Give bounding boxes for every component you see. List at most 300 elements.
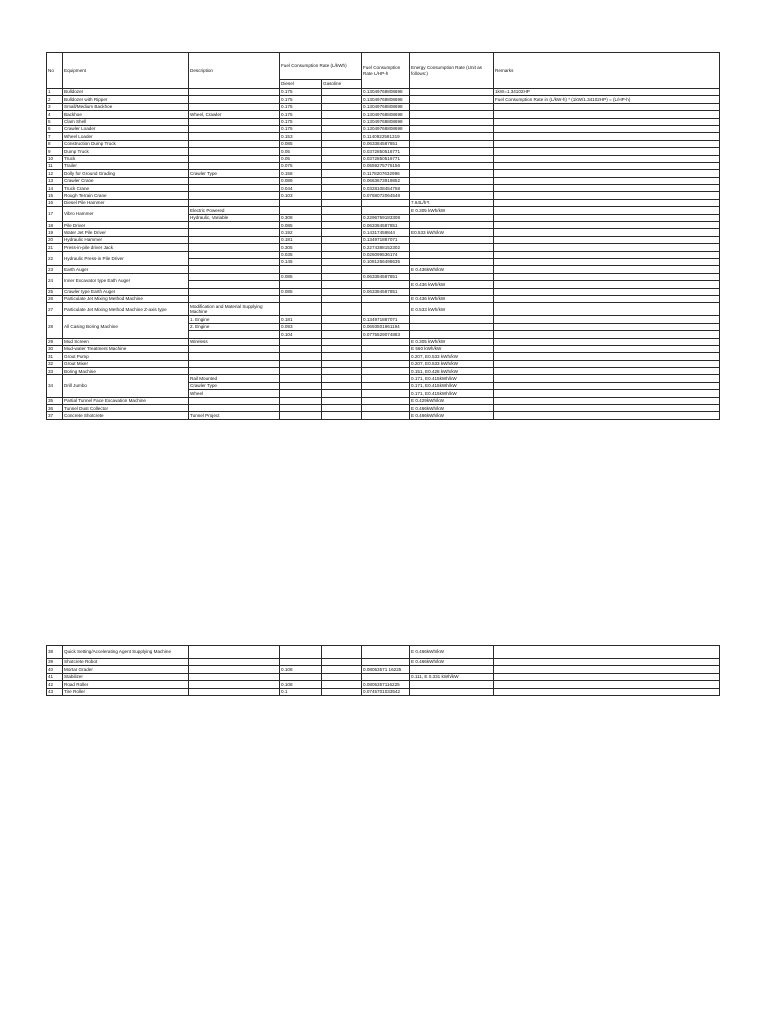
cell-gasoline <box>322 251 362 258</box>
cell-energy <box>410 222 494 229</box>
cell-energy <box>410 125 494 132</box>
cell-gasoline <box>322 133 362 140</box>
cell-description <box>189 673 280 680</box>
cell-description <box>189 688 280 695</box>
cell-no: 5 <box>47 118 63 125</box>
cell-gasoline <box>322 214 362 221</box>
cell-fuel-rate-hp: 0.0663673919852 <box>362 177 410 184</box>
cell-equipment: Water Jet Pile Driver <box>63 229 189 236</box>
cell-fuel-rate-hp <box>362 659 410 666</box>
table-row <box>47 185 720 192</box>
cell-remarks <box>494 177 720 184</box>
cell-diesel: 0.145 <box>280 258 322 265</box>
cell-no: 41 <box>47 673 63 680</box>
cell-remarks <box>494 222 720 229</box>
cell-diesel: 0.075 <box>280 162 322 169</box>
cell-diesel <box>280 390 322 397</box>
cell-description <box>189 353 280 360</box>
cell-no: 28 <box>47 316 63 338</box>
cell-remarks <box>494 666 720 673</box>
cell-description: 1. Engine <box>189 316 280 323</box>
cell-gasoline <box>322 266 362 273</box>
cell-diesel: 0.153 <box>280 133 322 140</box>
cell-remarks <box>494 338 720 345</box>
cell-fuel-rate-hp <box>362 266 410 273</box>
cell-remarks <box>494 688 720 695</box>
cell-fuel-rate-hp: 0.063384587851 <box>362 288 410 295</box>
cell-description <box>189 133 280 140</box>
cell-remarks <box>494 162 720 169</box>
table-row <box>47 199 720 206</box>
table-row <box>47 316 720 323</box>
cell-no: 9 <box>47 148 63 155</box>
cell-equipment: Partial Tunnel Face Excavation Machine <box>63 397 189 404</box>
cell-diesel <box>280 368 322 375</box>
cell-gasoline <box>322 368 362 375</box>
cell-equipment: Vibro Hammer <box>63 207 189 222</box>
table-row <box>47 659 720 666</box>
cell-description <box>189 125 280 132</box>
cell-description <box>189 258 280 265</box>
cell-remarks <box>494 133 720 140</box>
cell-energy <box>410 133 494 140</box>
cell-energy <box>410 192 494 199</box>
cell-no: 2 <box>47 96 63 103</box>
cell-diesel: 0.305 <box>280 244 322 251</box>
cell-no: 24 <box>47 273 63 288</box>
cell-diesel: 0.093 <box>280 323 322 330</box>
cell-diesel: 0.108 <box>280 666 322 673</box>
cell-remarks <box>494 303 720 316</box>
cell-equipment: Shotcrete Robot <box>63 659 189 666</box>
cell-description: Crawler Type <box>189 170 280 177</box>
cell-energy: E 0.436kWh/kW <box>410 266 494 273</box>
cell-diesel <box>280 673 322 680</box>
cell-fuel-rate-hp: 0.0372850516771 <box>362 148 410 155</box>
cell-no: 6 <box>47 125 63 132</box>
cell-diesel: 0.085 <box>280 273 322 280</box>
cell-description: Wheel, Crawler <box>189 111 280 118</box>
cell-description <box>189 273 280 280</box>
cell-remarks <box>494 103 720 110</box>
cell-fuel-rate-hp: 0.063384587851 <box>362 140 410 147</box>
cell-equipment: Truck Crane <box>63 185 189 192</box>
cell-gasoline <box>322 323 362 330</box>
cell-energy: 0.151, E0.428 kWh/kW <box>410 368 494 375</box>
table-row <box>47 353 720 360</box>
table-row <box>47 303 720 316</box>
cell-no: 27 <box>47 303 63 316</box>
cell-fuel-rate-hp: 0.134971887071 <box>362 236 410 243</box>
cell-remarks <box>494 251 720 258</box>
cell-remarks <box>494 170 720 177</box>
cell-description <box>189 199 280 206</box>
cell-description: 2. Engine <box>189 323 280 330</box>
cell-fuel-rate-hp <box>362 673 410 680</box>
cell-description <box>189 368 280 375</box>
fuel-consumption-table-continued <box>46 645 720 696</box>
cell-energy: E 560 kWh/kW <box>410 345 494 352</box>
cell-no: 12 <box>47 170 63 177</box>
cell-diesel: 0.104 <box>280 331 322 338</box>
cell-gasoline <box>322 360 362 367</box>
cell-energy: E 0.305 kWh/kW <box>410 338 494 345</box>
cell-description: Tunnel Project <box>189 412 280 419</box>
cell-description <box>189 155 280 162</box>
cell-fuel-rate-hp <box>362 303 410 316</box>
table-row <box>47 177 720 184</box>
cell-fuel-rate-hp <box>362 281 410 288</box>
cell-equipment: All Casing Boring Machine <box>63 316 189 338</box>
cell-energy: 0.207, E0.533 kWh/kW <box>410 353 494 360</box>
cell-fuel-rate-hp: 0.0768072064548 <box>362 192 410 199</box>
cell-diesel <box>280 405 322 412</box>
table-row <box>47 89 720 96</box>
cell-no: 19 <box>47 229 63 236</box>
cell-equipment: Diesel Pile Hammer <box>63 199 189 206</box>
cell-equipment: Grout Pump <box>63 353 189 360</box>
table-row <box>47 666 720 673</box>
cell-diesel <box>280 303 322 316</box>
cell-remarks <box>494 281 720 288</box>
cell-fuel-rate-hp: 0.0559275775156 <box>362 162 410 169</box>
cell-fuel-rate-hp: 0.0372850516771 <box>362 155 410 162</box>
cell-energy <box>410 170 494 177</box>
cell-equipment: Backhoe <box>63 111 189 118</box>
cell-equipment: Road Roller <box>63 681 189 688</box>
cell-no: 3 <box>47 103 63 110</box>
cell-energy <box>410 155 494 162</box>
table-row <box>47 295 720 302</box>
cell-remarks <box>494 673 720 680</box>
cell-equipment: Particulate Jet Mixing Method Machine Z-axis type <box>63 303 189 316</box>
cell-equipment: Drill Jumbo <box>63 375 189 397</box>
cell-fuel-rate-hp: 0.026099536174 <box>362 251 410 258</box>
cell-gasoline <box>322 375 362 382</box>
cell-gasoline <box>322 244 362 251</box>
cell-diesel: 0.175 <box>280 96 322 103</box>
cell-no: 1 <box>47 89 63 96</box>
cell-diesel <box>280 375 322 382</box>
cell-energy: E 0.436 kWh/kW <box>410 295 494 302</box>
cell-energy <box>410 185 494 192</box>
cell-diesel <box>280 338 322 345</box>
cell-gasoline <box>322 103 362 110</box>
cell-gasoline <box>322 155 362 162</box>
cell-equipment: Earth Auger <box>63 266 189 273</box>
cell-diesel <box>280 382 322 389</box>
cell-gasoline <box>322 338 362 345</box>
cell-no: 4 <box>47 111 63 118</box>
cell-description: Rail Mounted <box>189 375 280 382</box>
cell-description <box>189 360 280 367</box>
cell-energy: E 0.466kWh/kW <box>410 646 494 659</box>
cell-diesel: 0.085 <box>280 288 322 295</box>
cell-remarks <box>494 659 720 666</box>
cell-gasoline <box>322 177 362 184</box>
cell-diesel: 0.05 <box>280 155 322 162</box>
table-row <box>47 207 720 214</box>
table-row <box>47 405 720 412</box>
cell-remarks <box>494 397 720 404</box>
cell-no: 10 <box>47 155 63 162</box>
cell-diesel: 0.175 <box>280 125 322 132</box>
cell-no: 30 <box>47 345 63 352</box>
cell-fuel-rate-hp <box>362 360 410 367</box>
cell-gasoline <box>322 295 362 302</box>
cell-energy <box>410 177 494 184</box>
cell-remarks <box>494 368 720 375</box>
cell-no: 38 <box>47 646 63 659</box>
cell-diesel <box>280 281 322 288</box>
table-row <box>47 236 720 243</box>
cell-gasoline <box>322 353 362 360</box>
cell-energy <box>410 331 494 338</box>
cell-description: Modification and Material Supplying Machine <box>189 303 280 316</box>
header-equipment: Equipment <box>63 53 189 89</box>
cell-remarks <box>494 199 720 206</box>
cell-gasoline <box>322 148 362 155</box>
table-row <box>47 192 720 199</box>
cell-equipment: Mortar Grader <box>63 666 189 673</box>
cell-no: 22 <box>47 251 63 266</box>
cell-remarks <box>494 646 720 659</box>
cell-gasoline <box>322 96 362 103</box>
cell-equipment: Hydraulic Press-in Pile Driver <box>63 251 189 266</box>
cell-gasoline <box>322 125 362 132</box>
cell-description <box>189 185 280 192</box>
cell-gasoline <box>322 331 362 338</box>
cell-description <box>189 266 280 273</box>
cell-equipment: Hydraulic Hammer <box>63 236 189 243</box>
cell-energy: E 0.305 kWh/kW <box>410 207 494 214</box>
cell-energy <box>410 148 494 155</box>
cell-gasoline <box>322 412 362 419</box>
cell-no: 8 <box>47 140 63 147</box>
cell-diesel: 0.085 <box>280 140 322 147</box>
cell-remarks <box>494 323 720 330</box>
cell-remarks <box>494 155 720 162</box>
table-row <box>47 412 720 419</box>
cell-fuel-rate-hp: 0.0693501961194 <box>362 323 410 330</box>
cell-description <box>189 659 280 666</box>
cell-remarks <box>494 375 720 382</box>
cell-no: 13 <box>47 177 63 184</box>
cell-remarks <box>494 244 720 251</box>
cell-gasoline <box>322 258 362 265</box>
cell-fuel-rate-hp: 0.0805357116225 <box>362 681 410 688</box>
cell-fuel-rate-hp: 0.13049768808698 <box>362 103 410 110</box>
cell-fuel-rate-hp <box>362 390 410 397</box>
table-row <box>47 103 720 110</box>
cell-gasoline <box>322 236 362 243</box>
cell-no: 16 <box>47 199 63 206</box>
cell-diesel <box>280 353 322 360</box>
cell-equipment: Small/Medium Backhoe <box>63 103 189 110</box>
cell-diesel: 0.175 <box>280 89 322 96</box>
cell-equipment: Trailer <box>63 162 189 169</box>
cell-gasoline <box>322 303 362 316</box>
cell-equipment: Truck <box>63 155 189 162</box>
table-row <box>47 397 720 404</box>
cell-diesel: 0.044 <box>280 185 322 192</box>
cell-fuel-rate-hp: 0.134971887071 <box>362 316 410 323</box>
cell-description <box>189 177 280 184</box>
cell-no: 36 <box>47 405 63 412</box>
table-row <box>47 251 720 258</box>
table-row <box>47 111 720 118</box>
cell-energy: E 0.533 kWh/kW <box>410 303 494 316</box>
cell-remarks <box>494 353 720 360</box>
cell-description <box>189 666 280 673</box>
table-row <box>47 162 720 169</box>
cell-fuel-rate-hp: 0.063384587851 <box>362 222 410 229</box>
cell-remarks <box>494 185 720 192</box>
cell-diesel <box>280 199 322 206</box>
table-row <box>47 673 720 680</box>
cell-fuel-rate-hp <box>362 353 410 360</box>
cell-no: 34 <box>47 375 63 397</box>
cell-equipment: Dump Truck <box>63 148 189 155</box>
cell-fuel-rate-hp: 0.2296759183308 <box>362 214 410 221</box>
cell-no: 7 <box>47 133 63 140</box>
table-row <box>47 244 720 251</box>
cell-energy: 0.171, E0.415kWh/kW <box>410 390 494 397</box>
cell-fuel-rate-hp: 0.13049768808698 <box>362 125 410 132</box>
cell-fuel-rate-hp: 0.13049768808698 <box>362 118 410 125</box>
cell-fuel-rate-hp: 0.13049768808698 <box>362 89 410 96</box>
cell-gasoline <box>322 316 362 323</box>
cell-gasoline <box>322 288 362 295</box>
cell-equipment: Mud-water Treatment Machine <box>63 345 189 352</box>
cell-remarks <box>494 125 720 132</box>
cell-fuel-rate-hp: 0.08053571 16225 <box>362 666 410 673</box>
cell-remarks <box>494 345 720 352</box>
cell-no: 43 <box>47 688 63 695</box>
cell-description <box>189 89 280 96</box>
cell-equipment: Tunnel Dust Collector <box>63 405 189 412</box>
cell-fuel-rate-hp <box>362 368 410 375</box>
cell-diesel: 0.108 <box>280 681 322 688</box>
cell-description <box>189 118 280 125</box>
cell-no: 42 <box>47 681 63 688</box>
cell-remarks <box>494 118 720 125</box>
cell-description <box>189 229 280 236</box>
cell-description: Hydraulic, Variable <box>189 214 280 221</box>
cell-fuel-rate-hp: 0.13049768808698 <box>362 96 410 103</box>
cell-fuel-rate-hp: 0.1178207632996 <box>362 170 410 177</box>
cell-diesel <box>280 345 322 352</box>
cell-diesel: 0.085 <box>280 222 322 229</box>
cell-remarks <box>494 681 720 688</box>
cell-diesel <box>280 659 322 666</box>
cell-diesel: 0.308 <box>280 214 322 221</box>
cell-remarks <box>494 295 720 302</box>
cell-description: Wireless <box>189 338 280 345</box>
cell-equipment: Grout Mixer <box>63 360 189 367</box>
cell-energy <box>410 118 494 125</box>
cell-equipment: Crawler type Earth Auger <box>63 288 189 295</box>
cell-fuel-rate-hp <box>362 646 410 659</box>
cell-energy <box>410 96 494 103</box>
cell-energy <box>410 288 494 295</box>
cell-diesel <box>280 397 322 404</box>
cell-energy <box>410 273 494 280</box>
cell-remarks <box>494 405 720 412</box>
table-row <box>47 266 720 273</box>
cell-energy: E 0.429kWh/kW <box>410 397 494 404</box>
cell-no: 31 <box>47 353 63 360</box>
table-row <box>47 96 720 103</box>
header-energy: Energy Consumption Rate (Unit as follows:) <box>410 53 494 89</box>
cell-equipment: Bulldozer with Ripper <box>63 96 189 103</box>
table-row <box>47 229 720 236</box>
cell-fuel-rate-hp: 0.0328108454758 <box>362 185 410 192</box>
cell-remarks <box>494 273 720 280</box>
cell-energy <box>410 258 494 265</box>
cell-gasoline <box>322 405 362 412</box>
cell-description <box>189 251 280 258</box>
cell-gasoline <box>322 666 362 673</box>
cell-description <box>189 345 280 352</box>
cell-remarks <box>494 266 720 273</box>
cell-no: 21 <box>47 244 63 251</box>
cell-energy <box>410 323 494 330</box>
cell-gasoline <box>322 273 362 280</box>
table-row <box>47 681 720 688</box>
cell-diesel: 0.089 <box>280 177 322 184</box>
cell-energy <box>410 89 494 96</box>
cell-description: Wheel <box>189 390 280 397</box>
cell-no: 26 <box>47 295 63 302</box>
cell-gasoline <box>322 89 362 96</box>
cell-no: 20 <box>47 236 63 243</box>
cell-energy: E 0.466kWh/kW <box>410 412 494 419</box>
cell-diesel: 0.175 <box>280 103 322 110</box>
cell-remarks <box>494 258 720 265</box>
cell-fuel-rate-hp <box>362 338 410 345</box>
cell-energy: 0.171, E0.415kWh/kW <box>410 382 494 389</box>
cell-description <box>189 96 280 103</box>
cell-remarks <box>494 140 720 147</box>
cell-remarks <box>494 316 720 323</box>
cell-description <box>189 331 280 338</box>
cell-fuel-rate-hp: 0.0745701033542 <box>362 688 410 695</box>
cell-equipment: Pile Driver <box>63 222 189 229</box>
cell-description <box>189 281 280 288</box>
cell-gasoline <box>322 688 362 695</box>
cell-gasoline <box>322 222 362 229</box>
cell-gasoline <box>322 673 362 680</box>
cell-equipment: Bulldozer <box>63 89 189 96</box>
header-diesel: Diesel <box>280 80 322 89</box>
cell-equipment: Boring Machine <box>63 368 189 375</box>
cell-description <box>189 192 280 199</box>
cell-description <box>189 244 280 251</box>
cell-fuel-rate-hp: 0.0775529074883 <box>362 331 410 338</box>
cell-diesel: 0.181 <box>280 316 322 323</box>
cell-no: 29 <box>47 338 63 345</box>
cell-no: 39 <box>47 659 63 666</box>
cell-description <box>189 162 280 169</box>
header-description: Description <box>189 53 280 89</box>
cell-energy <box>410 244 494 251</box>
cell-gasoline <box>322 140 362 147</box>
cell-no: 25 <box>47 288 63 295</box>
cell-diesel: 0.05 <box>280 148 322 155</box>
header-remarks: Remarks <box>494 53 720 89</box>
cell-description <box>189 646 280 659</box>
